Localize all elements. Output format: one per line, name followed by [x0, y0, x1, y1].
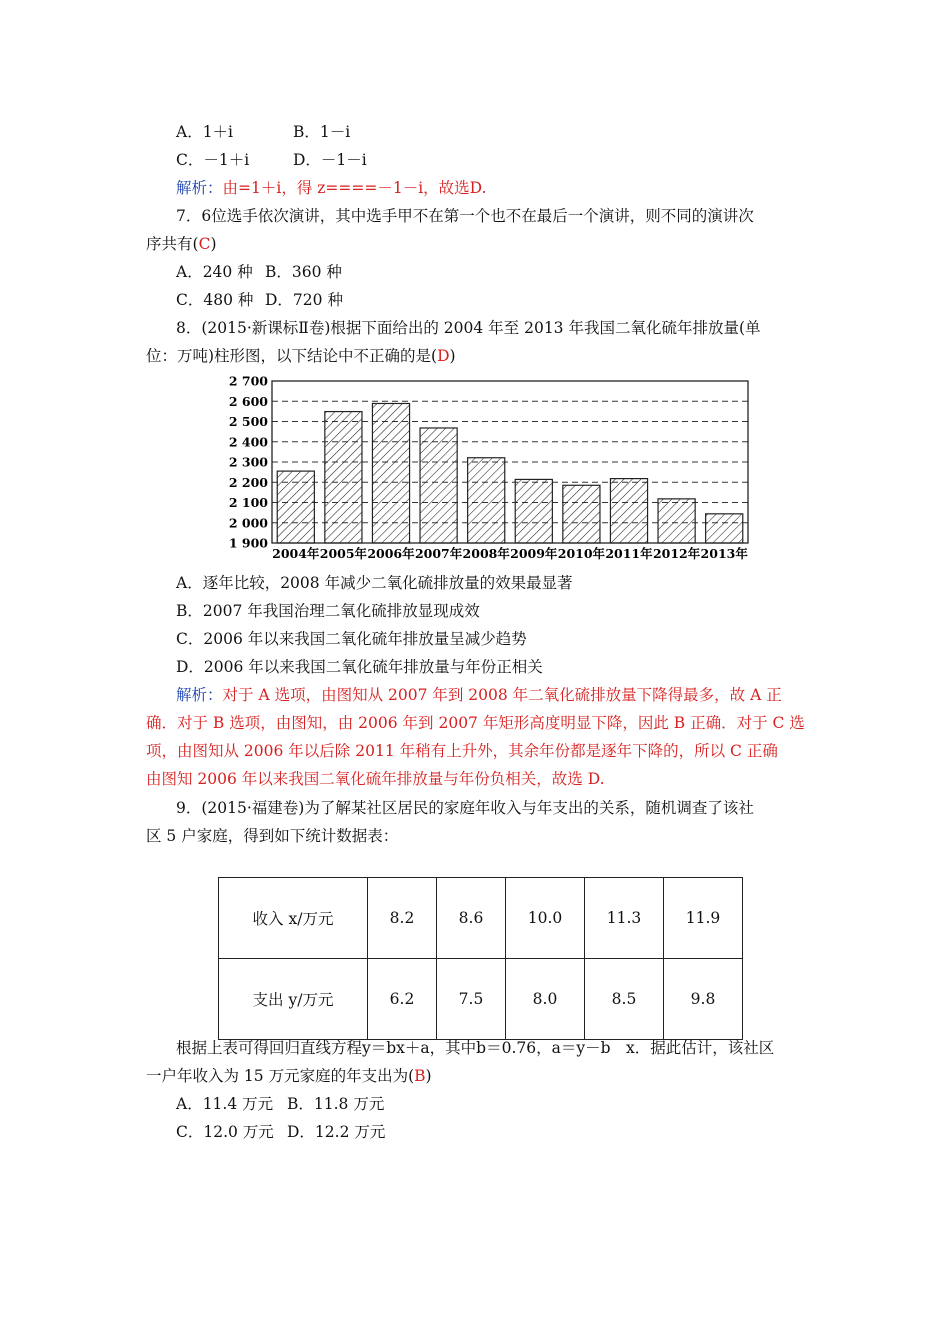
q8-answer: D — [437, 347, 450, 365]
q9-option-b: B．11.8 万元 — [287, 1095, 385, 1113]
chart-bar — [610, 479, 647, 543]
q9-stem-line1: 9．(2015·福建卷)为了解某社区居民的家庭年收入与年支出的关系，随机调查了该社 — [176, 799, 754, 817]
table-cell: 7.5 — [437, 959, 506, 1040]
table-cell: 8.5 — [585, 959, 664, 1040]
table-cell: 8.6 — [437, 878, 506, 959]
q8-analysis-line2: 确．对于 B 选项，由图知，由 2006 年到 2007 年矩形高度明显下降，因此 B 正确．对于 C 选 — [146, 714, 805, 732]
q9-stem-line2: 区 5 户家庭，得到如下统计数据表： — [146, 827, 399, 845]
q8-stem-prefix: 位：万吨)柱形图，以下结论中不正确的是( — [146, 347, 438, 365]
chart-y-tick-label: 2 200 — [228, 474, 268, 490]
chart-x-tick-label: 2009年 — [510, 546, 558, 561]
chart-bar — [563, 485, 600, 543]
q7-option-c: C．480 种 — [176, 291, 254, 309]
table-row — [219, 878, 743, 959]
chart-x-tick-label: 2004年 — [272, 546, 320, 561]
q8-stem-line1: 8．(2015·新课标Ⅱ卷)根据下面给出的 2004 年至 2013 年我国二氧化硫年排放量(单 — [176, 319, 761, 337]
q8-option-b: B．2007 年我国治理二氧化硫排放显现成效 — [176, 602, 480, 620]
q8-option-a: A．逐年比较，2008 年减少二氧化硫排放量的效果最显著 — [176, 574, 573, 592]
q8-option-c: C．2006 年以来我国二氧化硫年排放量呈减少趋势 — [176, 630, 527, 648]
chart-y-tick-label: 2 400 — [228, 434, 268, 450]
q6-option-a: A．1＋i — [176, 123, 234, 141]
chart-y-tick-label: 2 000 — [228, 515, 268, 531]
q9-after-line2 — [146, 1066, 432, 1086]
table-row-header: 收入 x/万元 — [219, 878, 368, 959]
chart-x-ticks — [272, 546, 748, 561]
q6-analysis — [176, 178, 487, 198]
chart-y-tick-label: 2 100 — [228, 495, 268, 510]
q9-after-line1: 根据上表可得回归直线方程y＝bx＋a，其中b＝0.76，a＝y－b x．据此估计，该社区 — [176, 1039, 775, 1057]
chart-x-tick-label: 2008年 — [462, 546, 510, 561]
chart-x-tick-label: 2011年 — [605, 546, 653, 561]
table-cell: 8.0 — [506, 959, 585, 1040]
so2-emission-bar-chart — [228, 374, 752, 566]
chart-x-tick-label: 2007年 — [414, 546, 463, 561]
table-cell: 9.8 — [664, 959, 743, 1040]
table-cell: 10.0 — [506, 878, 585, 959]
table-row-header: 支出 y/万元 — [219, 959, 368, 1040]
q7-stem-prefix: 序共有( — [146, 235, 199, 253]
chart-x-tick-label: 2005年 — [319, 546, 368, 561]
chart-x-tick-label: 2010年 — [557, 546, 606, 561]
chart-bar — [515, 479, 552, 543]
q7-stem-line1: 7．6位选手依次演讲，其中选手甲不在第一个也不在最后一个演讲，则不同的演讲次 — [176, 207, 754, 225]
table-cell: 11.9 — [664, 878, 743, 959]
q7-answer: C — [198, 235, 211, 253]
chart-bar — [325, 412, 362, 543]
chart-y-tick-label: 1 900 — [228, 535, 268, 551]
table-row — [219, 959, 743, 1040]
analysis-text: 由=1＋i，得 z====－1－i，故选D. — [222, 179, 487, 197]
q6-option-b: B．1－i — [293, 123, 351, 141]
analysis-label: 解析： — [176, 686, 223, 704]
chart-bar — [420, 428, 457, 543]
chart-bar — [468, 458, 505, 543]
chart-y-tick-label: 2 500 — [228, 414, 268, 429]
q9-option-c: C．12.0 万元 — [176, 1123, 274, 1141]
table-cell: 6.2 — [368, 959, 437, 1040]
q9-stem-prefix: 一户年收入为 15 万元家庭的年支出为( — [146, 1067, 415, 1085]
chart-bars — [277, 403, 743, 543]
q9-answer: B — [414, 1067, 426, 1085]
chart-y-ticks — [229, 374, 268, 551]
table-cell: 8.2 — [368, 878, 437, 959]
chart-bar — [277, 471, 314, 543]
q7-option-d: D．720 种 — [265, 291, 343, 309]
chart-x-tick-label: 2013年 — [700, 546, 748, 561]
q9-option-a: A．11.4 万元 — [176, 1095, 274, 1113]
q6-option-c: C．－1＋i — [176, 151, 250, 169]
q9-option-d: D．12.2 万元 — [287, 1123, 386, 1141]
q7-option-a: A．240 种 — [176, 263, 253, 281]
analysis-text: 对于 A 选项，由图知从 2007 年到 2008 年二氧化硫排放量下降得最多，故 A 正 — [222, 686, 782, 704]
chart-y-tick-label: 2 300 — [228, 454, 268, 470]
chart-bar — [658, 499, 695, 543]
q7-stem-line2 — [146, 234, 217, 254]
chart-x-tick-label: 2012年 — [652, 546, 701, 561]
q8-analysis-line3: 项，由图知从 2006 年以后除 2011 年稍有上升外，其余年份都是逐年下降的，所以 C 正确 — [146, 742, 778, 760]
chart-y-tick-label: 2 600 — [228, 393, 268, 409]
chart-x-tick-label: 2006年 — [367, 546, 415, 561]
q6-option-d: D．－1－i — [293, 151, 367, 169]
q9-stem-suffix: ) — [425, 1067, 432, 1085]
q7-stem-suffix: ) — [210, 235, 217, 253]
chart-bar — [706, 514, 743, 543]
q7-option-b: B．360 种 — [265, 263, 342, 281]
chart-bar — [372, 403, 409, 543]
q8-stem-suffix: ) — [449, 347, 456, 365]
analysis-label: 解析： — [176, 179, 223, 197]
q8-stem-line2 — [146, 346, 456, 366]
q9-data-table — [218, 877, 743, 1040]
q8-analysis-line1 — [176, 685, 782, 705]
q8-analysis-line4: 由图知 2006 年以来我国二氧化硫年排放量与年份负相关，故选 D. — [146, 770, 605, 788]
table-cell: 11.3 — [585, 878, 664, 959]
chart-y-tick-label: 2 700 — [228, 374, 268, 389]
q8-option-d: D．2006 年以来我国二氧化硫年排放量与年份正相关 — [176, 658, 543, 676]
